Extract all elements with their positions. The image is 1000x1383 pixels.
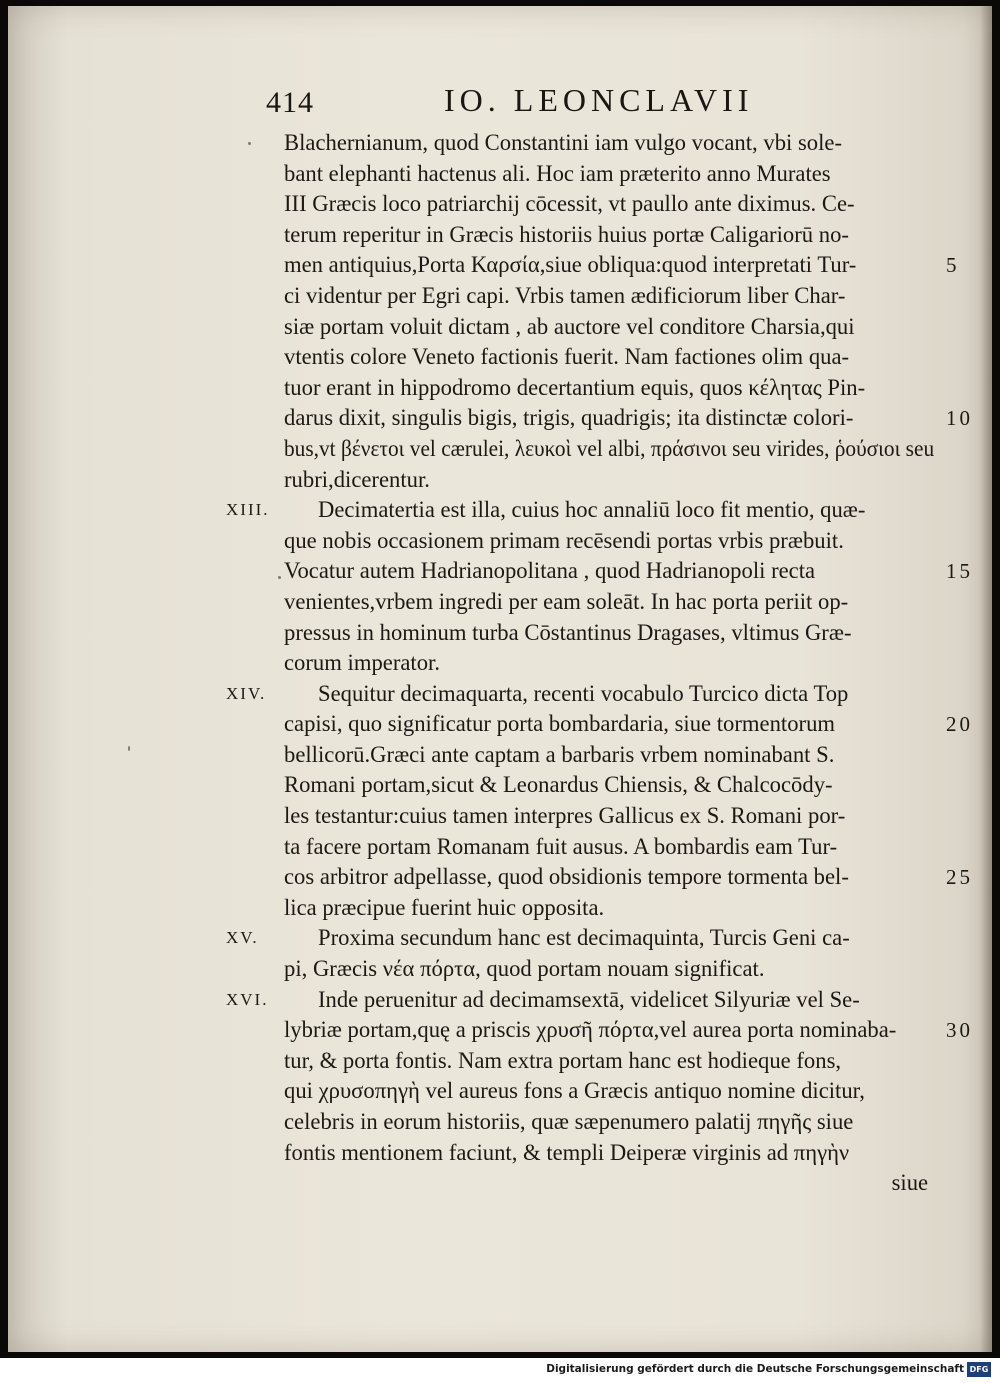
text-line bbox=[284, 1138, 944, 1169]
line-text: lica præcipue fuerint huic opposita. bbox=[284, 894, 605, 920]
book-page bbox=[8, 6, 992, 1352]
text-line bbox=[284, 281, 944, 312]
text-line bbox=[284, 220, 944, 251]
text-line bbox=[284, 801, 944, 832]
margin-line-number: 25 bbox=[946, 865, 973, 890]
section-marker: XIV. bbox=[226, 683, 267, 703]
line-text: corum imperator. bbox=[284, 650, 441, 676]
text-line bbox=[284, 373, 944, 404]
text-line bbox=[284, 1046, 944, 1077]
line-text: ci videntur per Egri capi. Vrbis tamen ædificiorum liber Char- bbox=[284, 282, 846, 308]
text-line bbox=[226, 495, 944, 526]
line-text: Sequitur decimaquarta, recenti vocabulo Turcico dicta Top bbox=[318, 680, 849, 706]
text-line bbox=[284, 587, 944, 618]
section-marker: XV. bbox=[226, 928, 259, 948]
line-text: darus dixit, singulis bigis, trigis, quadrigis; ita distinctæ colori- bbox=[284, 405, 854, 431]
text-line bbox=[284, 740, 944, 771]
text-line bbox=[284, 893, 944, 924]
text-line bbox=[284, 1076, 944, 1107]
line-text: ta facere portam Romanam fuit ausus. A bombardis eam Tur- bbox=[284, 833, 838, 859]
text-line bbox=[284, 648, 944, 679]
line-text: siæ portam voluit dictam , ab auctore vel conditore Charsia,qui bbox=[284, 313, 855, 339]
line-text: Vocatur autem Hadrianopolitana , quod Hadrianopoli recta bbox=[284, 558, 816, 584]
dfg-logo: DFG bbox=[967, 1362, 991, 1377]
text-line bbox=[284, 128, 944, 159]
text-line bbox=[226, 923, 944, 954]
line-text: Decimatertia est illa, cuius hoc annaliū loco fit mentio, quæ- bbox=[318, 497, 866, 523]
line-text: bant elephanti hactenus ali. Hoc iam præterito anno Murates bbox=[284, 160, 831, 186]
line-text: III Græcis loco patriarchij cōcessit, vt paullo ante diximus. Ce- bbox=[284, 191, 855, 217]
line-text: les testantur:cuius tamen interpres Gallicus ex S. Romani por- bbox=[284, 803, 846, 829]
line-text: bus,vt βένετοι vel cærulei, λευκοὶ vel albi, πράσινοι seu virides, ῥούσιοι seu bbox=[284, 435, 935, 461]
text-line bbox=[284, 556, 973, 587]
digitization-footer bbox=[0, 1358, 1000, 1383]
text-line bbox=[284, 189, 944, 220]
text-line bbox=[284, 526, 944, 557]
line-text: venientes,vrbem ingredi per eam soleāt. In hac porta periit op- bbox=[284, 588, 849, 614]
text-line bbox=[284, 1015, 973, 1046]
text-line bbox=[284, 312, 944, 343]
margin-line-number: 20 bbox=[946, 712, 973, 737]
line-text: men antiquius,Porta Καρσία,siue obliqua:quod interpretati Tur- bbox=[284, 252, 857, 278]
text-line bbox=[226, 679, 944, 710]
line-text: terum reperitur in Græcis historiis huius portæ Caligariorū no- bbox=[284, 221, 849, 247]
running-title: IO. LEONCLAVII bbox=[444, 82, 754, 118]
margin-line-number: 10 bbox=[946, 406, 973, 431]
line-text: cos arbitror adpellasse, quod obsidionis tempore tormenta bel- bbox=[284, 864, 849, 890]
margin-line-number: 5 bbox=[946, 253, 960, 278]
ink-speck bbox=[278, 576, 281, 579]
catchword: siue bbox=[891, 1170, 929, 1196]
page-edge-shadow bbox=[980, 6, 992, 1352]
text-line bbox=[284, 862, 973, 893]
text-line bbox=[284, 403, 973, 434]
line-text: rubri,dicerentur. bbox=[284, 466, 430, 492]
text-line bbox=[284, 434, 944, 465]
line-text: bellicorū.Græci ante captam a barbaris vrbem nominabant S. bbox=[284, 741, 835, 767]
margin-line-number: 15 bbox=[946, 559, 973, 584]
margin-line-number: 30 bbox=[946, 1018, 973, 1043]
text-line bbox=[226, 985, 944, 1016]
line-text: qui χρυσοπηγὴ vel aureus fons a Græcis antiquo nomine dicitur, bbox=[284, 1078, 865, 1104]
line-text: tur, & porta fontis. Nam extra portam hanc est hodieque fons, bbox=[284, 1047, 842, 1073]
text-line bbox=[284, 709, 973, 740]
ink-speck bbox=[248, 142, 251, 145]
text-line bbox=[284, 618, 944, 649]
text-line bbox=[284, 342, 944, 373]
text-line bbox=[284, 1168, 944, 1199]
text-line bbox=[284, 1107, 944, 1138]
line-text: capisi, quo significatur porta bombardaria, siue tormentorum bbox=[284, 711, 836, 737]
line-text: celebris in eorum historiis, quæ sæpenumero palatij πηγῆς siue bbox=[284, 1109, 854, 1134]
text-line bbox=[284, 832, 944, 863]
text-line bbox=[284, 250, 960, 281]
line-text: pressus in hominum turba Cōstantinus Dragases, vltimus Græ- bbox=[284, 619, 852, 645]
section-marker: XVI. bbox=[226, 989, 269, 1009]
page-header bbox=[8, 82, 992, 122]
text-line bbox=[284, 770, 944, 801]
text-line bbox=[284, 954, 944, 985]
ink-speck bbox=[128, 746, 130, 751]
line-text: tuor erant in hippodromo decertantium equis, quos κέλητας Pin- bbox=[284, 374, 866, 400]
line-text: que nobis occasionem primam recēsendi portas vrbis præbuit. bbox=[284, 527, 844, 553]
main-text-block bbox=[226, 128, 973, 1199]
line-text: pi, Græcis νέα πόρτα, quod portam nouam significat. bbox=[284, 956, 765, 982]
page-number: 414 bbox=[266, 86, 314, 119]
line-text: vtentis colore Veneto factionis fuerit. Nam factiones olim qua- bbox=[284, 344, 850, 370]
line-text: fontis mentionem faciunt, & templi Deiperæ virginis ad πηγὴν bbox=[284, 1139, 850, 1165]
text-line bbox=[284, 159, 944, 190]
text-line bbox=[284, 465, 944, 496]
line-text: lybriæ portam,quę a priscis χρυσῆ πόρτα,vel aurea porta nominaba- bbox=[284, 1017, 897, 1043]
line-text: Inde peruenitur ad decimamsextā, videlicet Silyuriæ vel Se- bbox=[318, 986, 860, 1012]
section-marker: XIII. bbox=[226, 500, 270, 520]
line-text: Blachernianum, quod Constantini iam vulgo vocant, vbi sole- bbox=[284, 130, 843, 155]
line-text: Proxima secundum hanc est decimaquinta, Turcis Geni ca- bbox=[318, 925, 850, 951]
line-text: Romani portam,sicut & Leonardus Chiensis, & Chalcocōdy- bbox=[284, 772, 833, 798]
footer-credit: Digitalisierung gefördert durch die Deutsche Forschungsgemeinschaft bbox=[546, 1363, 964, 1375]
